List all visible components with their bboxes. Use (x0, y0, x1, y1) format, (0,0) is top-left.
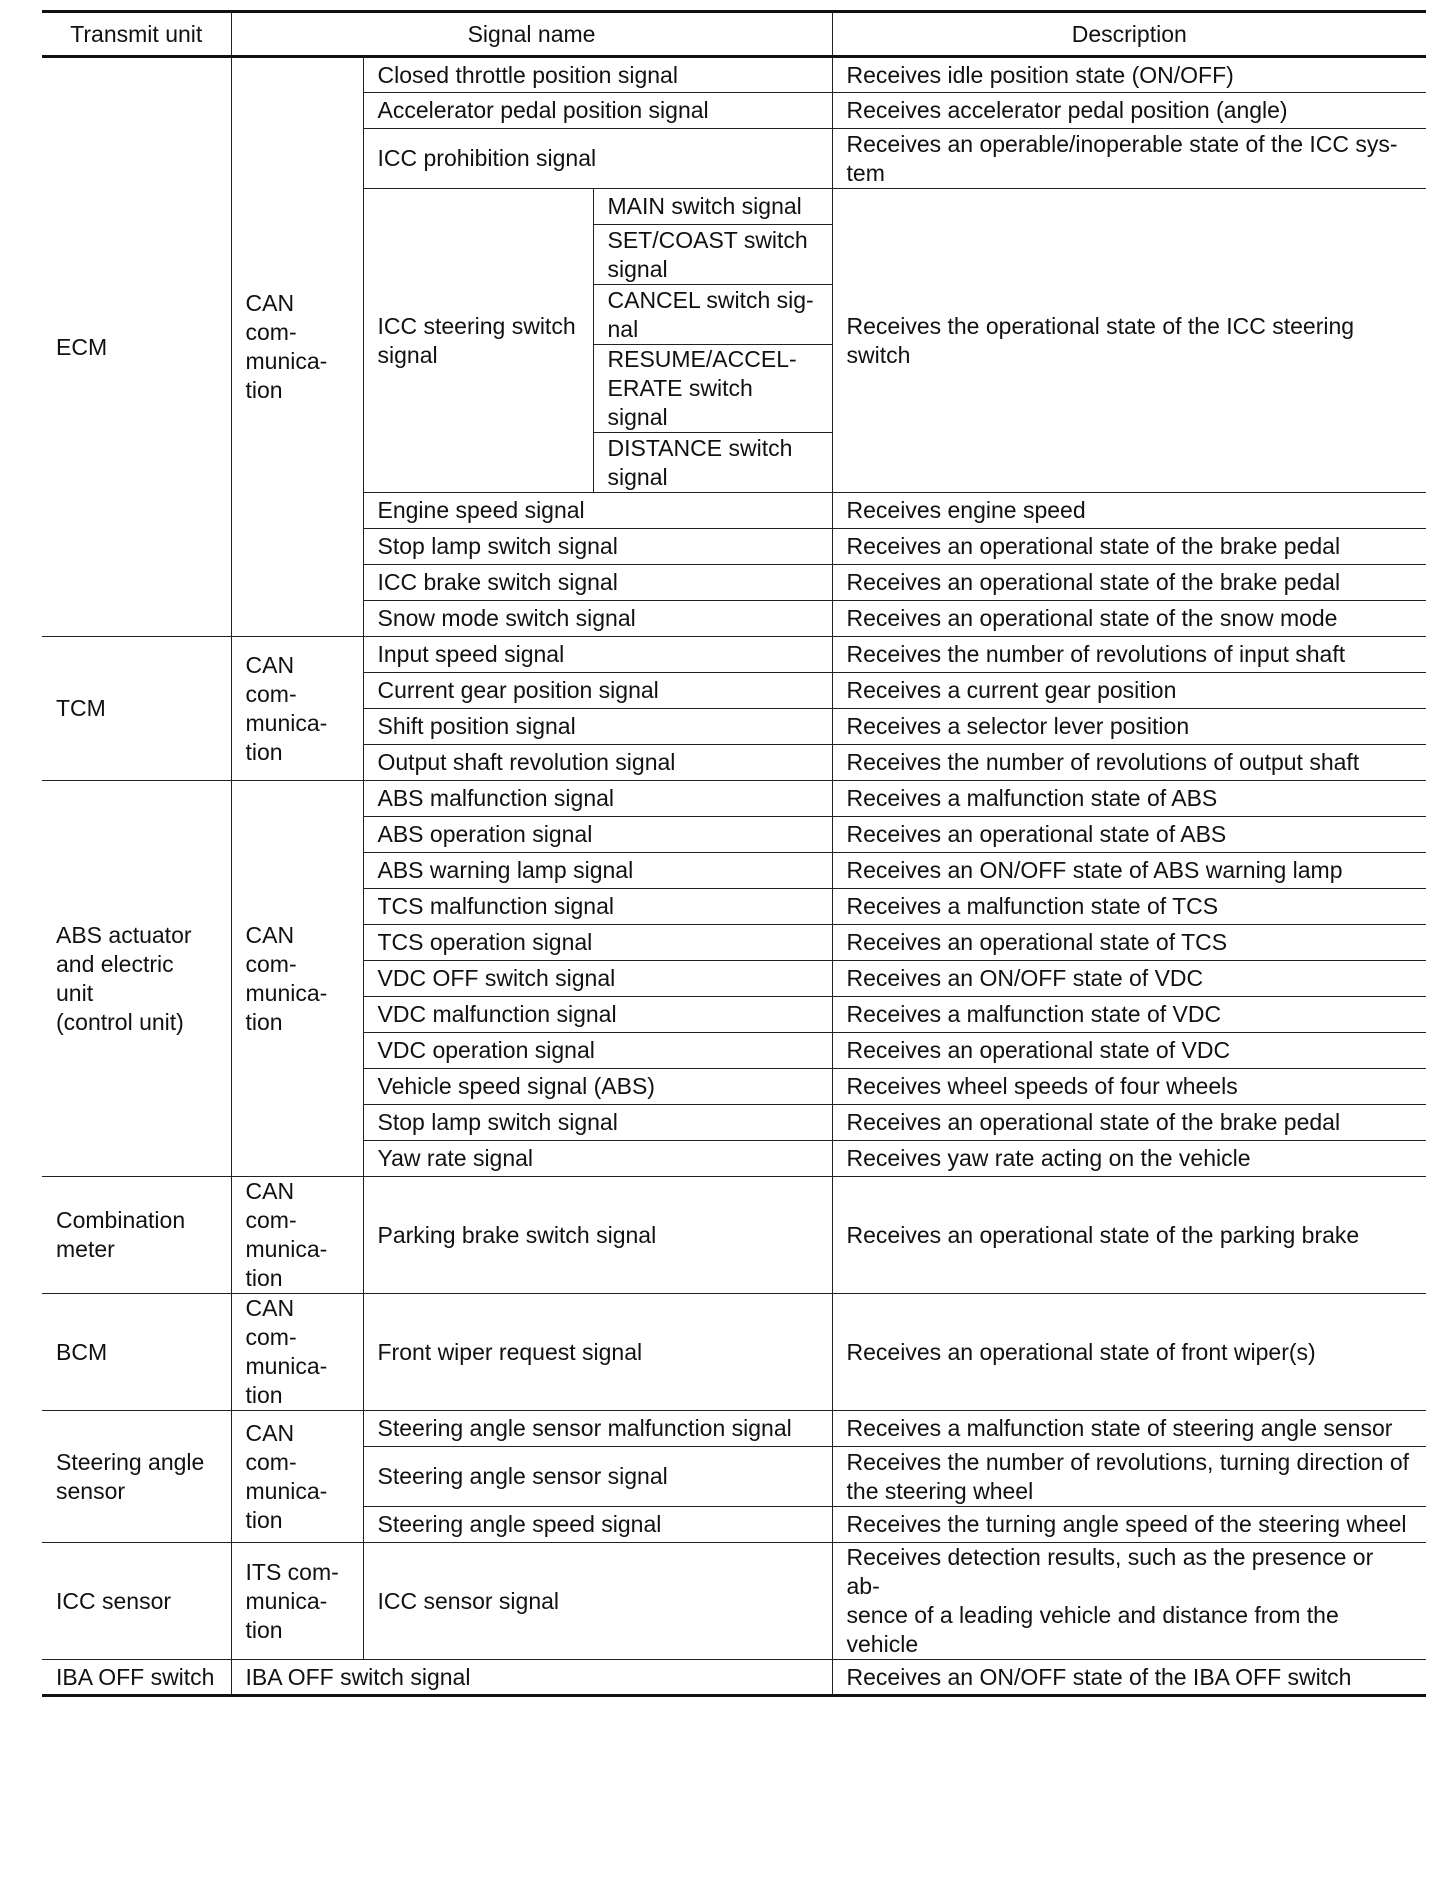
desc-cell: Receives an operational state of the brake pedal (832, 529, 1426, 565)
signal-cell: ABS warning lamp signal (363, 853, 832, 889)
comm-cell: CAN com- munica- tion (231, 1411, 363, 1543)
signal-cell: Accelerator pedal position signal (363, 93, 832, 129)
signal-cell: ICC brake switch signal (363, 565, 832, 601)
comm-cell: ITS com- munica- tion (231, 1543, 363, 1660)
signal-cell: Steering angle speed signal (363, 1507, 832, 1543)
table-row (42, 57, 1426, 93)
desc-cell: Receives accelerator pedal position (angle) (832, 93, 1426, 129)
signal-cell: Engine speed signal (363, 493, 832, 529)
comm-cell: CAN com- munica- tion (231, 1294, 363, 1411)
desc-cell: Receives an operational state of the parking brake (832, 1177, 1426, 1294)
desc-cell: Receives an operational state of the brake pedal (832, 565, 1426, 601)
signal-cell: TCS operation signal (363, 925, 832, 961)
unit-cell: Steering angle sensor (42, 1411, 231, 1543)
desc-cell: Receives an operational state of front wiper(s) (832, 1294, 1426, 1411)
desc-cell: Receives an operational state of the brake pedal (832, 1105, 1426, 1141)
desc-cell: Receives a malfunction state of VDC (832, 997, 1426, 1033)
signal-cell: Shift position signal (363, 709, 832, 745)
signal-cell: VDC operation signal (363, 1033, 832, 1069)
header-signal-name: Signal name (231, 12, 832, 57)
signal-cell: Parking brake switch signal (363, 1177, 832, 1294)
table-row (42, 637, 1426, 673)
desc-cell: Receives the number of revolutions of input shaft (832, 637, 1426, 673)
desc-cell: Receives an ON/OFF state of the IBA OFF switch (832, 1660, 1426, 1696)
unit-cell: TCM (42, 637, 231, 781)
signal-table (42, 10, 1426, 1697)
table-row (42, 1294, 1426, 1411)
signal-cell: Yaw rate signal (363, 1141, 832, 1177)
sub-signal-cell: DISTANCE switch signal (593, 433, 832, 493)
comm-cell: CAN com- munica- tion (231, 1177, 363, 1294)
table-row (42, 1177, 1426, 1294)
signal-cell: Current gear position signal (363, 673, 832, 709)
signal-cell: IBA OFF switch signal (231, 1660, 832, 1696)
signal-cell: ICC prohibition signal (363, 129, 832, 189)
signal-cell: Steering angle sensor malfunction signal (363, 1411, 832, 1447)
desc-cell: Receives a malfunction state of TCS (832, 889, 1426, 925)
sub-signal-cell: MAIN switch signal (593, 189, 832, 225)
signal-cell: Output shaft revolution signal (363, 745, 832, 781)
desc-cell: Receives a malfunction state of ABS (832, 781, 1426, 817)
sub-signal-cell: CANCEL switch sig- nal (593, 285, 832, 345)
desc-cell: Receives wheel speeds of four wheels (832, 1069, 1426, 1105)
unit-cell: ABS actuator and electric unit (control unit) (42, 781, 231, 1177)
desc-cell: Receives the operational state of the ICC steering switch (832, 189, 1426, 493)
comm-cell: CAN com- munica- tion (231, 781, 363, 1177)
desc-cell: Receives engine speed (832, 493, 1426, 529)
signal-cell: ABS malfunction signal (363, 781, 832, 817)
header-row (42, 12, 1426, 57)
signal-cell: Vehicle speed signal (ABS) (363, 1069, 832, 1105)
desc-cell: Receives the number of revolutions of output shaft (832, 745, 1426, 781)
desc-cell: Receives a malfunction state of steering angle sensor (832, 1411, 1426, 1447)
signal-cell: Front wiper request signal (363, 1294, 832, 1411)
desc-cell: Receives a selector lever position (832, 709, 1426, 745)
signal-cell: ABS operation signal (363, 817, 832, 853)
desc-cell: Receives an operable/inoperable state of the ICC sys- tem (832, 129, 1426, 189)
signal-cell: VDC OFF switch signal (363, 961, 832, 997)
header-description: Description (832, 12, 1426, 57)
desc-cell: Receives the turning angle speed of the steering wheel (832, 1507, 1426, 1543)
signal-cell: Snow mode switch signal (363, 601, 832, 637)
header-transmit-unit: Transmit unit (42, 12, 231, 57)
desc-cell: Receives an ON/OFF state of VDC (832, 961, 1426, 997)
desc-cell: Receives yaw rate acting on the vehicle (832, 1141, 1426, 1177)
table-row (42, 1660, 1426, 1696)
signal-cell: Steering angle sensor signal (363, 1447, 832, 1507)
unit-cell: ECM (42, 57, 231, 637)
sub-signal-cell: SET/COAST switch signal (593, 225, 832, 285)
desc-cell: Receives an operational state of TCS (832, 925, 1426, 961)
desc-cell: Receives an operational state of ABS (832, 817, 1426, 853)
signal-cell: VDC malfunction signal (363, 997, 832, 1033)
signal-cell: Stop lamp switch signal (363, 1105, 832, 1141)
signal-cell: Input speed signal (363, 637, 832, 673)
unit-cell: ICC sensor (42, 1543, 231, 1660)
signal-cell: Stop lamp switch signal (363, 529, 832, 565)
comm-cell: CAN com- munica- tion (231, 57, 363, 637)
desc-cell: Receives an ON/OFF state of ABS warning lamp (832, 853, 1426, 889)
desc-cell: Receives an operational state of VDC (832, 1033, 1426, 1069)
desc-cell: Receives detection results, such as the presence or ab- sence of a leading vehicle and distance from the vehicle (832, 1543, 1426, 1660)
signal-cell: ICC sensor signal (363, 1543, 832, 1660)
desc-cell: Receives idle position state (ON/OFF) (832, 57, 1426, 93)
desc-cell: Receives an operational state of the snow mode (832, 601, 1426, 637)
desc-cell: Receives the number of revolutions, turning direction of the steering wheel (832, 1447, 1426, 1507)
steering-switch-cell: ICC steering switch signal (363, 189, 593, 493)
table-row (42, 1411, 1426, 1447)
comm-cell: CAN com- munica- tion (231, 637, 363, 781)
table-row (42, 1543, 1426, 1660)
signal-cell: Closed throttle position signal (363, 57, 832, 93)
table-row (42, 781, 1426, 817)
unit-cell: IBA OFF switch (42, 1660, 231, 1696)
signal-cell: TCS malfunction signal (363, 889, 832, 925)
sub-signal-cell: RESUME/ACCEL- ERATE switch signal (593, 345, 832, 433)
desc-cell: Receives a current gear position (832, 673, 1426, 709)
unit-cell: BCM (42, 1294, 231, 1411)
unit-cell: Combination meter (42, 1177, 231, 1294)
